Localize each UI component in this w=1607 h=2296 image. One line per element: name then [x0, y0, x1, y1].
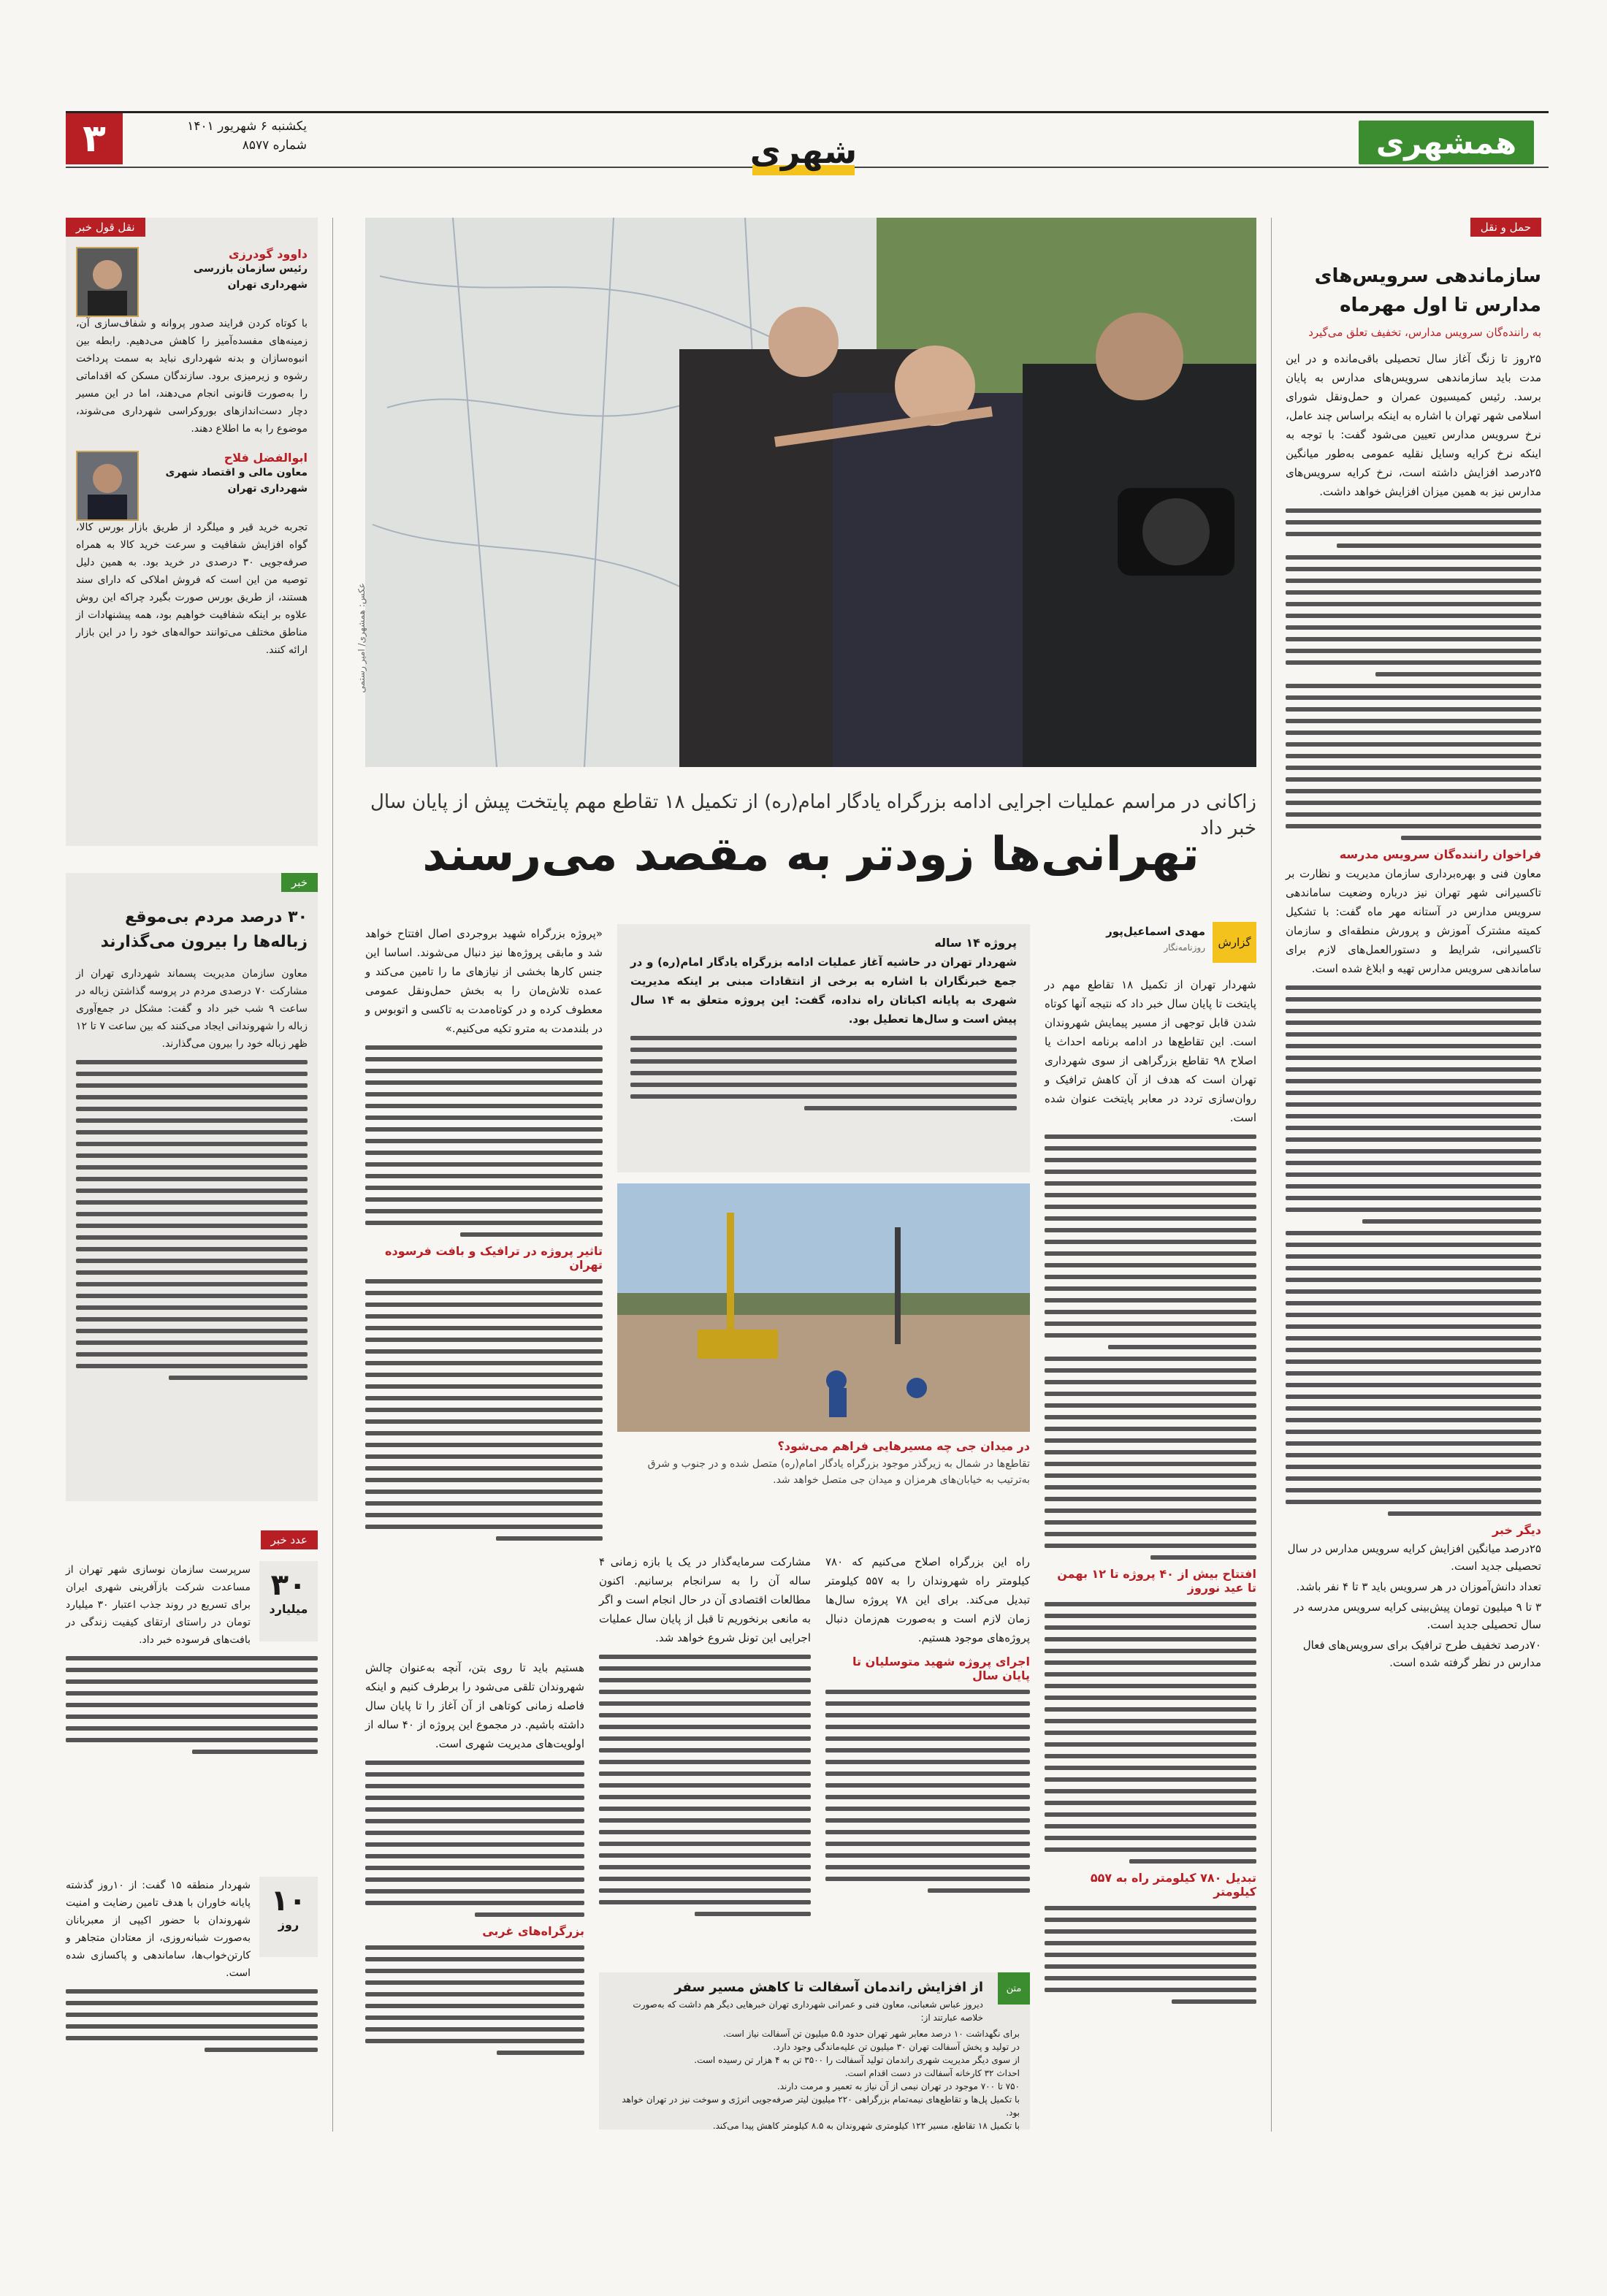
avatar — [76, 247, 139, 317]
report-box-lines — [630, 1036, 1017, 1110]
avatar — [76, 451, 139, 521]
number-unit: روز — [278, 1918, 299, 1931]
metric-tag: متن — [1006, 1983, 1022, 1994]
col-separator-right — [1271, 218, 1272, 2132]
report-col1-lines-2 — [1045, 1602, 1256, 1864]
inset-photo — [617, 1183, 1030, 1432]
report-box-title: پروژه ۱۴ ساله — [934, 936, 1017, 950]
metric-tag-box — [998, 1972, 1030, 2005]
metric-box — [599, 1972, 1030, 2129]
news-title: ۳۰ درصد مردم بی‌موقع زباله‌ها را بیرون می‌گذارند — [100, 908, 308, 951]
number-lines — [66, 1656, 318, 1754]
issue-date: یکشنبه ۶ شهریور ۱۴۰۱ — [187, 119, 307, 134]
number-badge — [259, 1877, 318, 1957]
report-sub-b: تاثیر پروژه در ترافیک و بافت فرسوده تهران — [385, 1244, 603, 1272]
report-sub-a: افتتاح بیش از ۴۰ پروژه تا ۱۲ بهمن تا عید نوروز — [1057, 1567, 1256, 1595]
section-title: شهری — [749, 131, 858, 171]
quotes-tag: نقل قول خبر — [66, 218, 145, 237]
report-col3-text: راه این بزرگراه اصلاح می‌کنیم که ۷۸۰ کیلومتر راه شهروندان را به ۵۵۷ کیلومتر تبدیل می‌کند. برای این ۷۸ پروژه سال‌ها زمان لازم است و به‌صورت هم‌زمان دنبال پروژه‌های موجود هستیم. — [825, 1555, 1030, 1644]
report-box — [617, 924, 1030, 1172]
report-box-text: شهردار تهران در حاشیه آغاز عملیات ادامه بزرگراه یادگار امام(ره) و در جمع خبرنگاران با اشاره به برخی از انتقادات مبنی بر اینکه مدیریت شهری به پایانه اکباتان راه نداده، گفت: این پروژه متعلق به ۱۴ سال پیش است و سال‌ها تعطیل بود. — [630, 956, 1017, 1026]
number-lines — [66, 1989, 318, 2052]
number-unit: میلیارد — [269, 1602, 308, 1616]
right-sub1-text: معاون فنی و بهره‌برداری سازمان مدیریت و نظارت بر تاکسیرانی شهر تهران نیز درباره وضعیت ساماندهی سرویس مدارس در آستانه مهر ماه گفت: با تشکیل کمیته مشترک آموزش و پرورش منطقه‌ای و سازمان تاکسیرانی، شرایط و دستورالعمل‌های لازم برای ساماندهی سرویس مدارس تهیه و ابلاغ شده است. — [1286, 867, 1541, 975]
report-col2-text: «پروژه بزرگراه شهید بروجردی اصال افتتاح خواهد شد و مابقی پروژه‌ها نیز دنبال می‌شوند. اساسا این جنس کارها بخشی از نیازهای ما را تامین می‌کند و عمده تلاش‌مان را به بخش حمل‌ونقل عمومی معطوف کرده و در کوتاه‌مدت به تاکسی و اتوبوس و در بلندمدت به مترو تکیه می‌کنیم.» — [365, 927, 603, 1035]
inset-caption: تقاطع‌ها در شمال به زیرگذر موجود بزرگراه یادگار امام(ره) متصل شده و در جنوب و شرق به‌ترتیب به خیابان‌های هرمزان و میدان جی متصل خواهد شد. — [647, 1458, 1030, 1486]
inset-caption-block — [617, 1439, 1030, 1488]
quote2 — [76, 451, 308, 659]
newspaper-logo — [1359, 121, 1534, 164]
metric-item: با تکمیل ۱۸ تقاطع، مسیر ۱۲۲ کیلومتری شهروندان به ۸.۵ کیلومتر کاهش پیدا می‌کند. — [712, 2121, 1020, 2131]
report-tag-box — [1213, 922, 1256, 963]
masthead — [0, 0, 1607, 197]
metric-title: از افزایش راندمان آسفالت تا کاهش مسیر سفر — [674, 1980, 983, 1995]
right-tag: حمل و نقل — [1470, 218, 1541, 237]
quote2-role: معاون مالی و اقتصاد شهری شهرداری تهران — [165, 467, 308, 495]
date-block — [131, 117, 307, 155]
report-col1-lines-3 — [1045, 1906, 1256, 2004]
section-label — [745, 131, 862, 178]
metric-item: از سوی دیگر مدیریت شهری راندمان تولید آسفالت را ۳۵۰۰ تن به ۴ هزار تن رسیده است. — [694, 2055, 1020, 2065]
avatar-2-svg — [77, 452, 137, 519]
report-col1-text: شهردار تهران از تکمیل ۱۸ تقاطع مهم در پایتخت تا پایان سال خبر داد که نتیجه آنها کوتاه شدن قابل توجهی از مسیر پیمایش شهروندان است. این تقاطع‌ها در ادامه برنامه احداث یا اصلاح ۹۸ تقاطع بزرگراهی از سوی شهرداری تهران است که هدف از آن کاهش ترافیک و روان‌سازی تردد در معابر پایتخت عنوان شده است. — [1045, 978, 1256, 1124]
right-column — [1286, 218, 1541, 2132]
number-text: شهردار منطقه ۱۵ گفت: از ۱۰روز گذشته پایانه خاوران با هدف تامین رضایت و امنیت شهروندان با حضور اکیپی از معبربانان به‌صورت شبانه‌روزی، از معتادان متجاهر و کارتن‌خواب‌ها، ساماندهی و پاکسازی شده است. — [66, 1880, 251, 1979]
report-byline — [1066, 922, 1256, 963]
right-bullet: تعداد دانش‌آموزان در هر سرویس باید ۳ تا ۴ نفر باشد. — [1296, 1580, 1541, 1593]
inset-photo-svg — [617, 1183, 1030, 1432]
number-item-1 — [66, 1561, 318, 1868]
quote2-text: تجربه خرید قیر و میلگرد از طریق بازار بورس کالا، گواه افزایش شفافیت و سرعت خرید کالا به همراه صرفه‌جویی ۳۰ درصدی در خرید بود. به همین دلیل توصیه من این است که فروش املاکی که دارای سند هستند، از طریق بورس صورت بگیرد چراکه این روش علاوه بر اینکه شفافیت خواهیم بود، همه پیشنهادات از مناطق مختلف می‌توانند حواله‌های خود را در این بازار ارائه کنند. — [76, 522, 308, 656]
col-separator-left — [332, 218, 333, 2132]
report-col2 — [365, 924, 603, 1640]
photo-credit: عکس: همشهری/ امیر رستمی — [356, 583, 367, 693]
right-title: سازماندهی سرویس‌های مدارس تا اول مهرماه — [1314, 265, 1541, 316]
report-col5-lines-2 — [365, 1945, 584, 2055]
metric-item: احداث ۳۲ کارخانه آسفالت در دست اقدام است. — [844, 2068, 1020, 2078]
news-tag: خبر — [281, 873, 318, 892]
report-col3 — [825, 1552, 1030, 1961]
page-number: ۳ — [83, 117, 106, 161]
report-author-role: روزنامه‌نگار — [1164, 942, 1205, 953]
right-bullet: ۷۰درصد تخفیف طرح ترافیک برای سرویس‌های فعال مدارس در نظر گرفته شده است. — [1302, 1639, 1541, 1669]
report-sub-c: اجرای پروژه شهید متوسلیان تا پایان سال — [852, 1655, 1030, 1682]
report-col5 — [365, 1658, 584, 2126]
avatar-1-svg — [77, 248, 137, 316]
logo-text: همشهری — [1375, 124, 1517, 161]
news-text: معاون سازمان مدیریت پسماند شهرداری تهران از مشارکت ۷۰ درصدی مردم در پروسه گذاشتن زباله در ساعت ۹ شب خبر داد و گفت: مشکل در جمع‌آوری زباله را شهروندانی ایجاد می‌کنند که بین ساعت ۷ تا ۱۲ ظهر زباله خود را بیرون می‌گذارند. — [76, 968, 308, 1050]
quote1-role: رئیس سازمان بازرسی شهرداری تهران — [193, 263, 308, 291]
right-sub1: فراخوان راننده‌گان سرویس مدرسه — [1339, 847, 1541, 861]
report-tag: گزارش — [1218, 936, 1251, 949]
report-col4 — [599, 1552, 811, 1961]
right-bullet: ۳ تا ۹ میلیون تومان پیش‌بینی کرایه سرویس مدرسه در سال تحصیلی جدید است. — [1294, 1601, 1541, 1631]
report-sub-d: بزرگراه‌های غربی — [482, 1924, 584, 1938]
right-kicker: به راننده‌گان سرویس مدارس، تخفیف تعلق می‌گیرد — [1308, 326, 1541, 339]
main-photo — [356, 218, 1256, 767]
right-body-lines-2 — [1286, 985, 1541, 1516]
report-col4-text: مشارکت سرمایه‌گذار در یک یا بازه زمانی ۴ ساله آن را به سرانجام برسانیم. اکنون مطالعات اقتصادی آن در حال انجام است و اگر به مانعی برنخوریم تا قبل از پایان سال عملیات اجرایی این تونل شروع خواهد شد. — [599, 1555, 811, 1644]
quotes-box — [66, 218, 318, 846]
report-col1-lines — [1045, 1134, 1256, 1560]
quote2-name: ابوالفضل فلاح — [224, 451, 308, 465]
report-col5-text: هستیم باید تا روی بتن، آنچه به‌عنوان چالش شهروندان تلقی می‌شود را برطرف کنیم و اینکه فاصله زمانی کوتاهی از آن آغاز را تا پایان سال داشته باشیم. در مجموع این پروژه از ۴۰ ساله از اولویت‌های مدیریت شهری است. — [365, 1661, 585, 1750]
number-item-2 — [66, 1877, 318, 2052]
report-col1 — [1045, 975, 1256, 2129]
right-bullet: ۲۵درصد میانگین افزایش کرایه سرویس مدارس در سال تحصیلی جدید است. — [1287, 1542, 1541, 1573]
numbers-tag: عدد خبر — [261, 1530, 318, 1549]
issue-number: شماره ۸۵۷۷ — [242, 138, 307, 153]
masthead-top-rule — [66, 111, 1549, 113]
right-body-lines — [1286, 508, 1541, 840]
metric-item: ۷۵۰ تا ۷۰۰ موجود در تهران نیمی از آن نیاز به تعمیر و مرمت دارند. — [776, 2081, 1020, 2091]
quote1-name: داوود گودرزی — [229, 247, 308, 261]
number-value: ۳۰ — [270, 1568, 307, 1602]
news-lines — [76, 1060, 308, 1380]
numbers-section — [66, 1530, 318, 2129]
headline-kicker: زاکانی در مراسم عملیات اجرایی ادامه بزرگراه یادگار امام(ره) از تکمیل ۱۸ تقاطع مهم پایتخت پیش از پایان سال خبر داد — [370, 791, 1256, 839]
right-lead: ۲۵روز تا زنگ آغاز سال تحصیلی باقی‌مانده و در این مدت باید سازماندهی سرویس‌های مدارس به پایان برسد. رئیس کمیسیون عمران و حمل‌ونقل شورای اسلامی شهر تهران با اشاره به اینکه براساس چند عامل، نرخ سرویس مدارس تعیین می‌شود گفت: با توجه به اینکه نرخ کرایه وسایل نقلیه عمومی به‌طور میانگین ۲۵درصد افزایش داشته است، نرخ کرایه سرویس‌های مدارس نیز به همین میزان افزایش خواهد داشت. — [1286, 352, 1541, 498]
headline-title: تهرانی‌ها زودتر به مقصد می‌رسند — [422, 828, 1199, 882]
metric-item: با تکمیل پل‌ها و تقاطع‌های نیمه‌تمام بزرگراهی ۲۲۰ میلیون لیتر صرفه‌جویی انرژی و سوخت نیز در تهران خواهد بود. — [622, 2094, 1020, 2118]
report-col2-lines-2 — [365, 1279, 603, 1541]
number-badge — [259, 1561, 318, 1641]
metric-items — [609, 2027, 1020, 2132]
news-box — [66, 873, 318, 1501]
report-author: مهدی اسماعیل‌پور — [1106, 925, 1205, 938]
inset-caption-title: در میدان جی چه مسیرهایی فراهم می‌شود؟ — [777, 1439, 1030, 1453]
page-number-box — [66, 113, 123, 164]
report-col2-lines — [365, 1045, 603, 1237]
report-col3-lines — [825, 1690, 1030, 1893]
metric-item: در تولید و پخش آسفالت تهران ۳۰ میلیون تن علیه‌ماندگی وجود دارد. — [773, 2042, 1020, 2052]
report-col4-lines — [599, 1655, 811, 1916]
main-photo-svg — [365, 218, 1256, 767]
right-bullets — [1286, 1540, 1541, 1671]
number-value: ۱۰ — [270, 1884, 307, 1918]
report-col5-lines — [365, 1761, 584, 1917]
metric-item: برای نگهداشت ۱۰ درصد معابر شهر تهران حدود ۵.۵ میلیون تن آسفالت نیاز است. — [722, 2029, 1020, 2039]
metric-intro: دیروز عباس شعبانی، معاون فنی و عمرانی شهرداری تهران خبرهایی دیگر هم داشت که به‌صورت خلاصه عبارتند از: — [633, 1999, 983, 2023]
right-sub2: دیگر خبر — [1492, 1523, 1541, 1537]
report-sub-e: تبدیل ۷۸۰ کیلومتر راه به ۵۵۷ کیلومتر — [1090, 1871, 1256, 1899]
quote1-text: با کوتاه کردن فرایند صدور پروانه و شفاف‌سازی آن، زمینه‌های مفسده‌آمیز را کاهش می‌دهیم. رابطه بین انبوه‌سازان و بدنه شهرداری نباید به سمت پرداخت رشوه و زیرمیزی برود. سازندگان مسکن که اقداماتی را به‌صورت قانونی انجام می‌دهند، اما در این مسیر دچار دست‌اندازهای بوروکراسی شهرداری می‌شوند، موضوع را به ما اطلاع دهند. — [76, 318, 308, 435]
quote1 — [76, 247, 308, 438]
number-text: سرپرست سازمان نوسازی شهر تهران از مساعدت شرکت بازآفرینی شهری ایران برای تسریع در روند جذب اعتبار ۳۰ میلیارد تومان در راستای ارتقای کیفیت زندگی در بافت‌های فرسوده خبر داد. — [66, 1564, 251, 1646]
